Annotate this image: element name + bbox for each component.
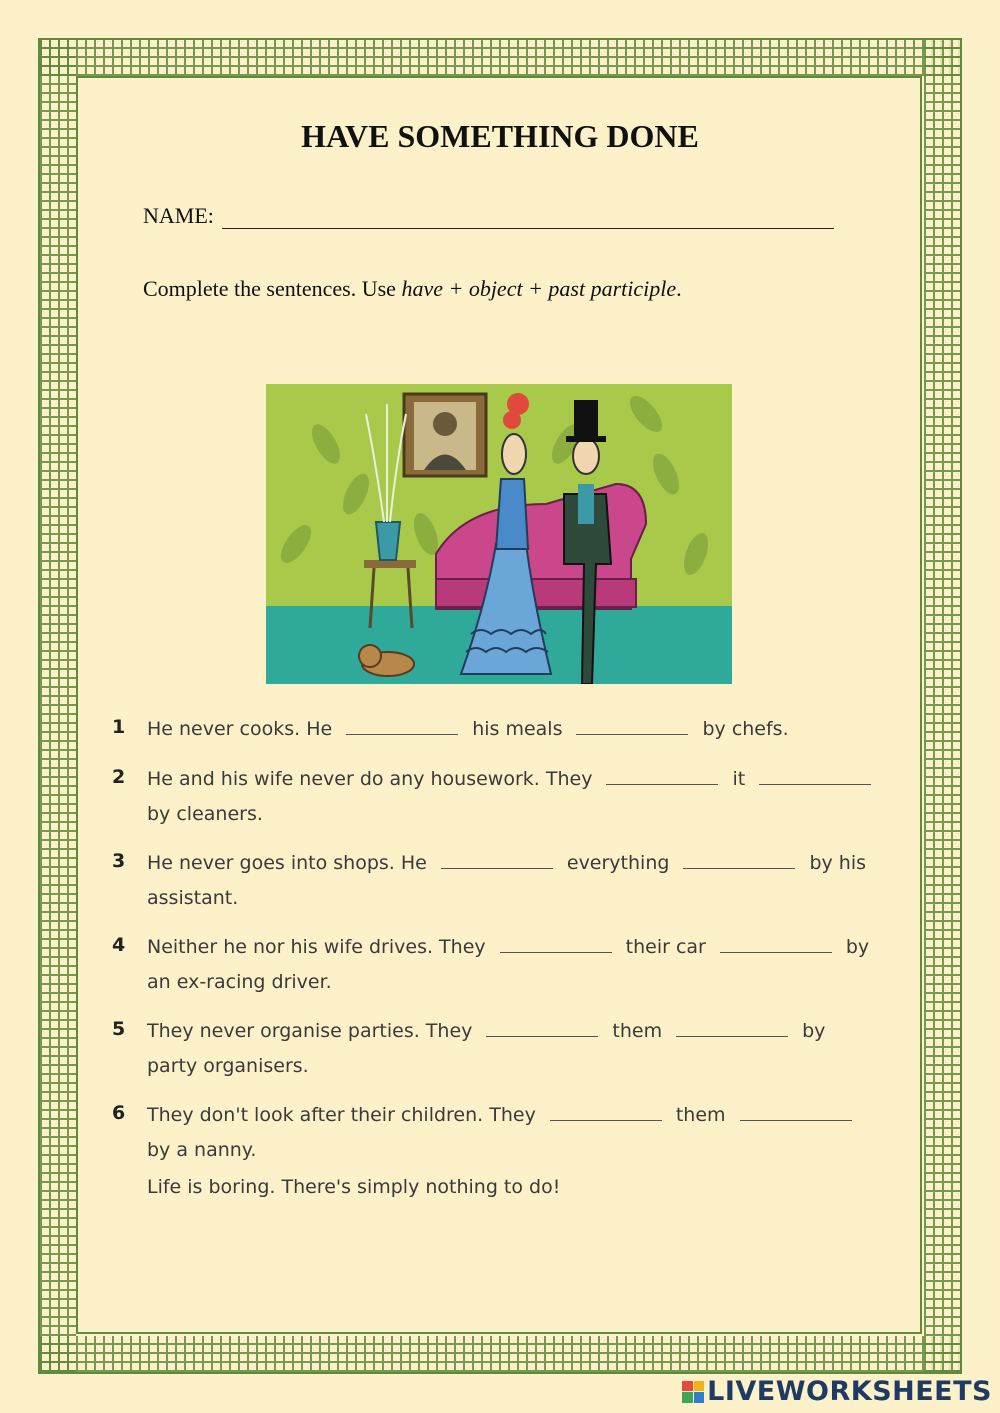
exercise-text: their car	[625, 936, 706, 958]
answer-blank[interactable]	[720, 934, 832, 953]
liveworksheets-logo	[682, 1376, 992, 1407]
answer-blank[interactable]	[550, 1102, 662, 1121]
exercise-line	[147, 803, 263, 825]
exercise-line	[147, 971, 332, 993]
answer-blank[interactable]	[346, 716, 458, 735]
exercise-line	[147, 1018, 825, 1042]
answer-blank[interactable]	[441, 850, 553, 869]
exercise-text: Neither he nor his wife drives. They	[147, 936, 486, 958]
exercise-text: by cleaners.	[147, 803, 263, 825]
answer-blank[interactable]	[606, 766, 718, 785]
exercise-text: He never goes into shops. He	[147, 852, 427, 874]
exercise-line	[147, 1176, 560, 1198]
answer-blank[interactable]	[576, 716, 688, 735]
exercise-text: party organisers.	[147, 1055, 309, 1077]
exercise-text: by a nanny.	[147, 1139, 257, 1161]
instructions	[143, 276, 682, 302]
decorative-border-bottom	[40, 1336, 960, 1372]
exercise-text: by	[845, 936, 870, 958]
answer-blank[interactable]	[683, 850, 795, 869]
exercise-text: his meals	[472, 718, 563, 740]
exercise-line	[147, 887, 238, 909]
decorative-border-top	[40, 40, 960, 76]
exercise-number: 3	[112, 850, 126, 872]
answer-blank[interactable]	[676, 1018, 788, 1037]
exercise-text: They don't look after their children. They	[147, 1104, 536, 1126]
exercise-text: Life is boring. There's simply nothing to do!	[147, 1176, 561, 1198]
name-label: NAME:	[143, 203, 214, 228]
logo-text: LIVEWORKSHEETS	[707, 1376, 992, 1407]
exercise-number: 5	[112, 1018, 126, 1040]
exercise-text: everything	[566, 852, 670, 874]
instructions-formula: have + object + past participle	[401, 276, 677, 301]
exercise-text: He never cooks. He	[147, 718, 333, 740]
exercise-text: by chefs.	[702, 718, 789, 740]
answer-blank[interactable]	[740, 1102, 852, 1121]
exercise-text: an ex-racing driver.	[147, 971, 332, 993]
exercise-line	[147, 1055, 309, 1077]
exercise-line	[147, 766, 885, 790]
exercise-text: He and his wife never do any housework. They	[147, 768, 593, 790]
name-input-line[interactable]	[222, 206, 834, 229]
exercise-text: them	[612, 1020, 663, 1042]
answer-blank[interactable]	[759, 766, 871, 785]
decorative-border-left	[40, 40, 76, 1372]
decorative-border-right	[924, 40, 960, 1372]
name-row	[143, 203, 834, 229]
exercise-text: They never organise parties. They	[147, 1020, 473, 1042]
answer-blank[interactable]	[486, 1018, 598, 1037]
exercise-text: assistant.	[147, 887, 239, 909]
exercise-number: 6	[112, 1102, 126, 1124]
exercise-line	[147, 1139, 256, 1161]
exercise-number: 4	[112, 934, 126, 956]
instructions-suffix: .	[676, 276, 682, 301]
exercise-text: them	[675, 1104, 726, 1126]
exercise-text: it	[732, 768, 746, 790]
exercise-line	[147, 934, 869, 958]
answer-blank[interactable]	[500, 934, 612, 953]
couple-on-sofa-illustration	[266, 384, 732, 684]
exercise-number: 1	[112, 716, 126, 738]
exercise-text: by his	[809, 852, 867, 874]
exercise-line	[147, 716, 789, 740]
exercise-line	[147, 1102, 866, 1126]
page-title: HAVE SOMETHING DONE	[301, 118, 699, 154]
logo-icon	[682, 1381, 704, 1403]
instructions-prefix: Complete the sentences. Use	[143, 276, 402, 301]
exercise-text: by	[802, 1020, 826, 1042]
exercise-line	[147, 850, 866, 874]
exercise-number: 2	[112, 766, 126, 788]
